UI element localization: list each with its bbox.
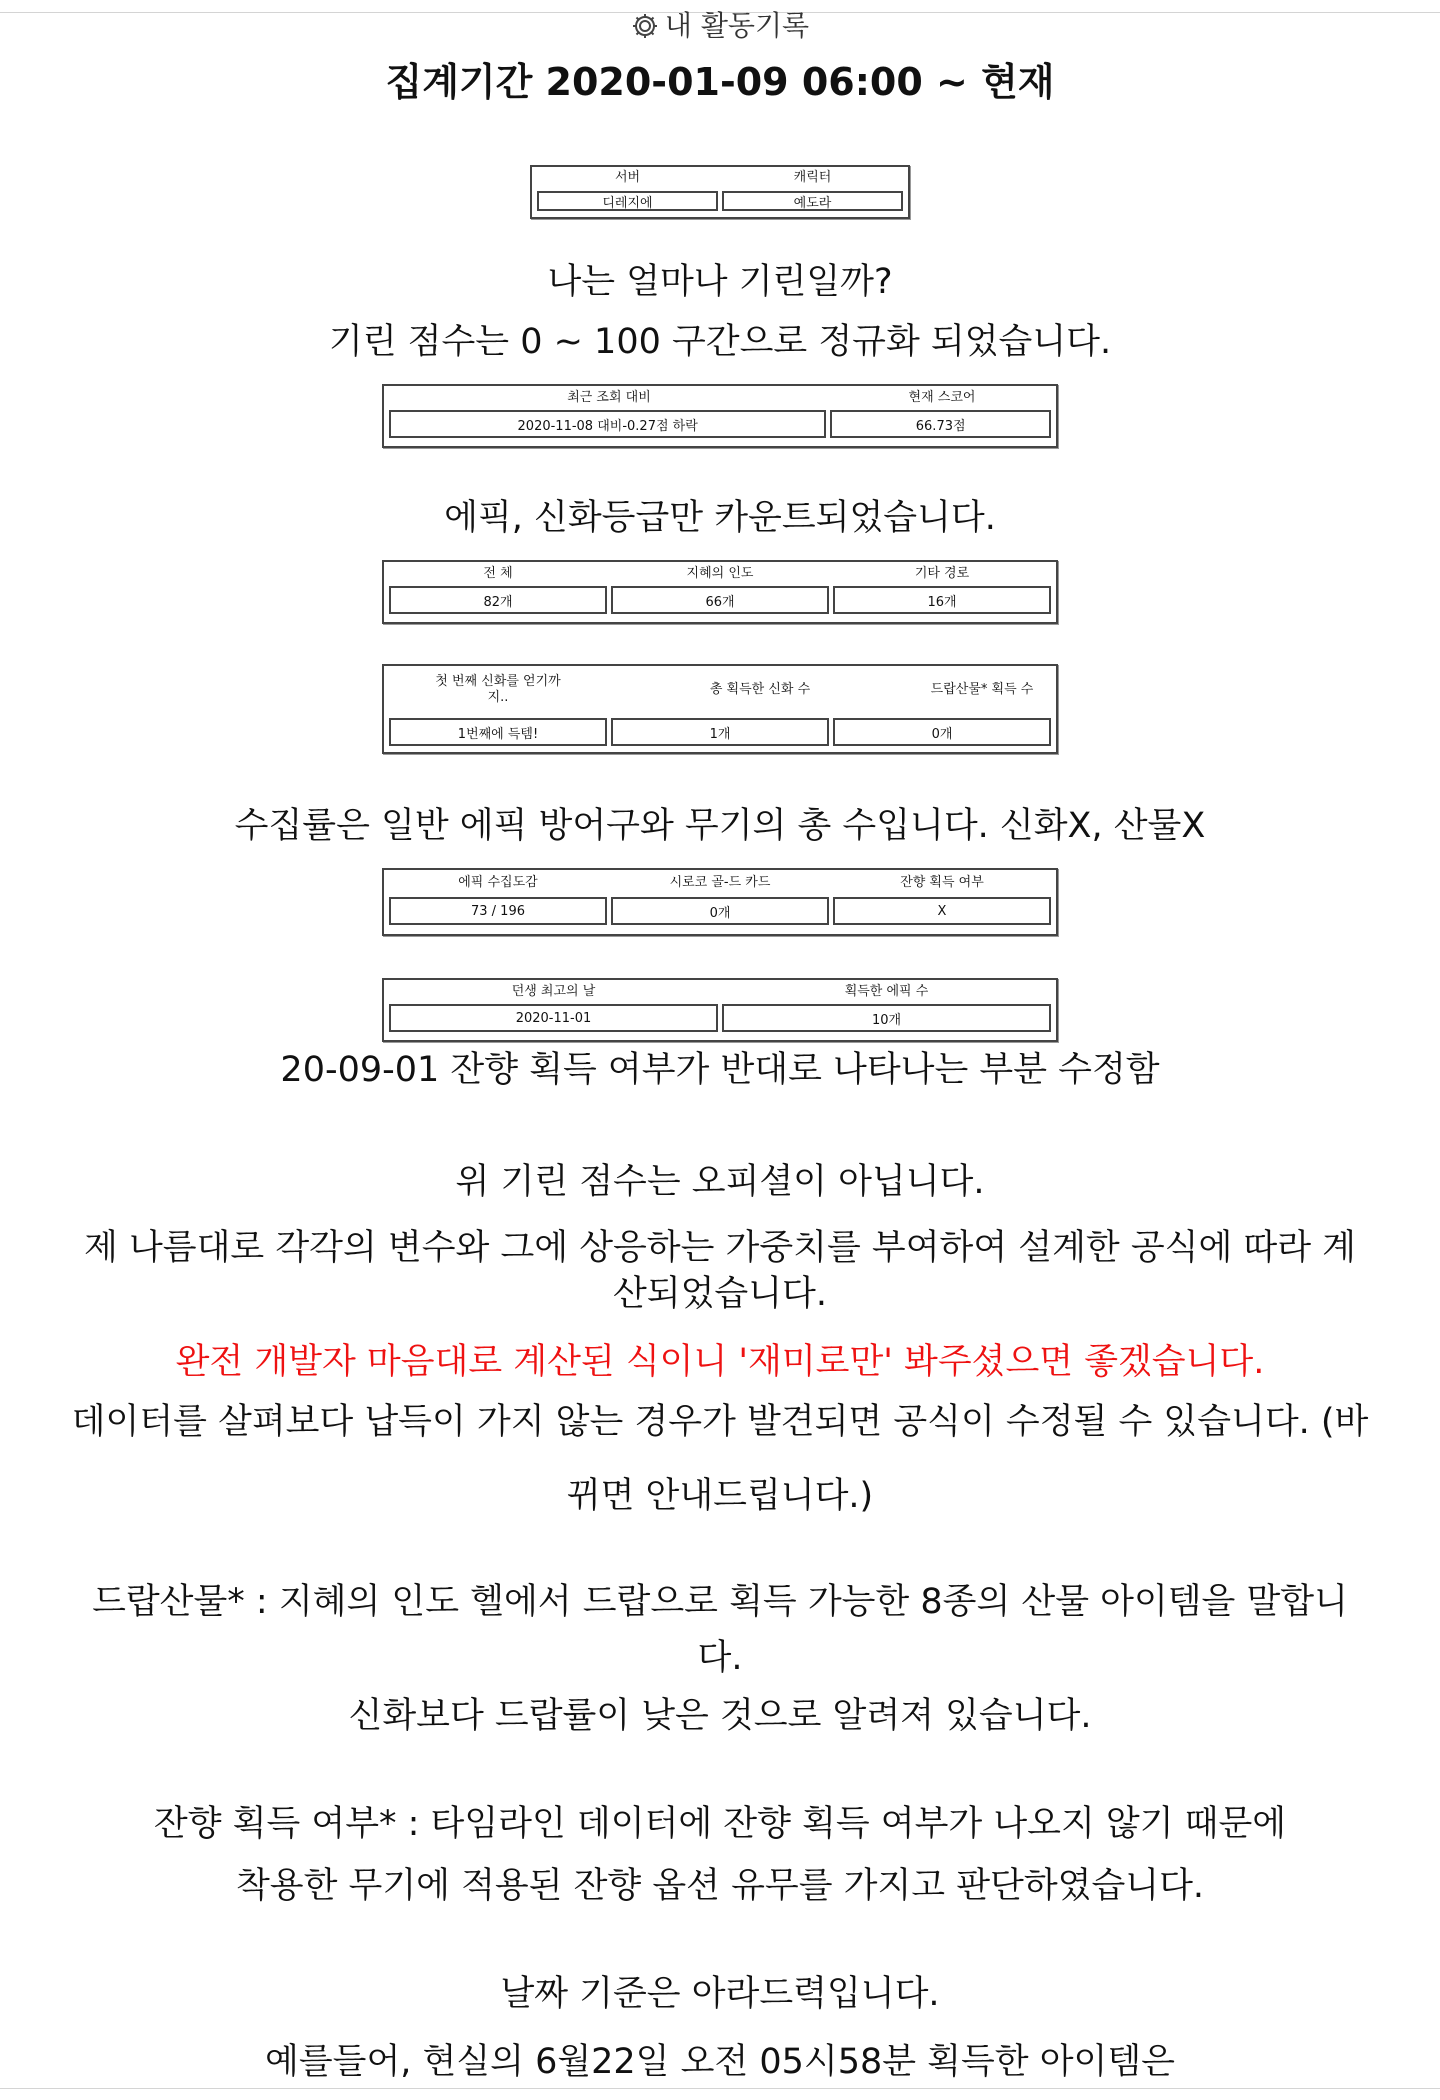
page-header [0,6,1440,46]
grade-note: 에픽, 신화등급만 카운트되었습니다. [444,498,996,538]
character-header: 캐릭터 [793,170,832,185]
sirocco-card-header: 시로코 골-드 카드 [669,875,771,890]
total-header: 전 체 [483,566,513,581]
echo-acquired-header: 잔향 획득 여부 [900,875,984,890]
collection-note: 수집률은 일반 에픽 방어구와 무기의 총 수입니다. 신화X, 산물X [234,806,1206,846]
first-myth-value: 1번째에 득템! [389,718,607,746]
character-table [530,165,910,219]
epic-count-table [382,560,1058,624]
character-value: 예도라 [722,191,903,211]
echo-note-line2: 착용한 무기에 적용된 잔향 옵션 유무를 가지고 판단하였습니다. [235,1866,1205,1906]
change-note-line2: 뀌면 안내드립니다.) [566,1476,874,1516]
epic-count-value: 10개 [722,1004,1051,1032]
epic-collection-value: 73 / 196 [389,897,607,925]
date-note-line1: 날짜 기준은 아라드력입니다. [500,1974,940,2014]
recent-compare-header: 최근 조회 대비 [567,390,651,405]
server-header: 서버 [614,170,641,185]
epic-collection-header: 에픽 수집도감 [458,875,538,890]
not-official-note: 위 기린 점수는 오피셜이 아닙니다. [455,1162,985,1202]
current-score-header: 현재 스코어 [908,390,976,405]
total-value: 82개 [389,586,607,614]
drop-relic-note-line1: 드랍산물* : 지혜의 인도 헬에서 드랍으로 획득 가능한 8종의 산물 아이템을 말합니 [92,1582,1348,1622]
intro-question: 나는 얼마나 기린일까? [547,262,893,302]
collection-table [382,868,1058,936]
wisdom-guide-value: 66개 [611,586,829,614]
score-table [382,384,1058,448]
best-day-table [382,978,1058,1042]
drop-relic-note-line3: 신화보다 드랍률이 낮은 것으로 알려져 있습니다. [348,1696,1092,1736]
intro-normalization: 기린 점수는 0 ~ 100 구간으로 정규화 되었습니다. [328,322,1112,362]
echo-acquired-value: X [833,897,1051,925]
total-myth-header: 총 획득한 신화 수 [709,682,811,697]
formula-note-line2: 산되었습니다. [613,1274,827,1314]
gear-icon [631,11,659,39]
drop-relic-note-line2: 다. [697,1638,743,1678]
drop-relic-value: 0개 [833,718,1051,746]
date-note-line2: 예를들어, 현실의 6월22일 오전 05시58분 획득한 아이템은 [265,2042,1175,2082]
warning-note: 완전 개발자 마음대로 계산된 식이니 '재미로만' 봐주셨으면 좋겠습니다. [175,1342,1265,1382]
total-myth-value: 1개 [611,718,829,746]
formula-note-line1: 제 나름대로 각각의 변수와 그에 상응하는 가중치를 부여하여 설계한 공식에 따라 계 [84,1228,1356,1268]
fix-note: 20-09-01 잔향 획득 여부가 반대로 나타나는 부분 수정함 [280,1050,1160,1090]
first-myth-header: 첫 번째 신화를 얻기까지.. [435,674,561,705]
server-value: 디레지에 [537,191,718,211]
aggregation-period: 집계기간 2020-01-09 06:00 ~ 현재 [385,60,1055,104]
other-route-header: 기타 경로 [914,566,970,581]
best-day-header: 던생 최고의 날 [511,984,596,999]
page-title: 내 활동기록 [664,9,810,42]
best-day-value: 2020-11-01 [389,1004,718,1032]
myth-table [382,664,1058,754]
epic-count-header: 획득한 에픽 수 [844,984,929,999]
current-score-value: 66.73점 [830,410,1051,438]
drop-relic-header: 드랍산물* 획득 수 [930,682,1034,697]
sirocco-card-value: 0개 [611,897,829,925]
wisdom-guide-header: 지혜의 인도 [686,566,754,581]
recent-compare-value: 2020-11-08 대비-0.27점 하락 [389,410,826,438]
bottom-divider [0,2088,1440,2089]
echo-note-line1: 잔향 획득 여부* : 타임라인 데이터에 잔향 획득 여부가 나오지 않기 때문에 [153,1804,1287,1844]
other-route-value: 16개 [833,586,1051,614]
change-note-line1: 데이터를 살펴보다 납득이 가지 않는 경우가 발견되면 공식이 수정될 수 있습니다. (바 [71,1402,1369,1442]
